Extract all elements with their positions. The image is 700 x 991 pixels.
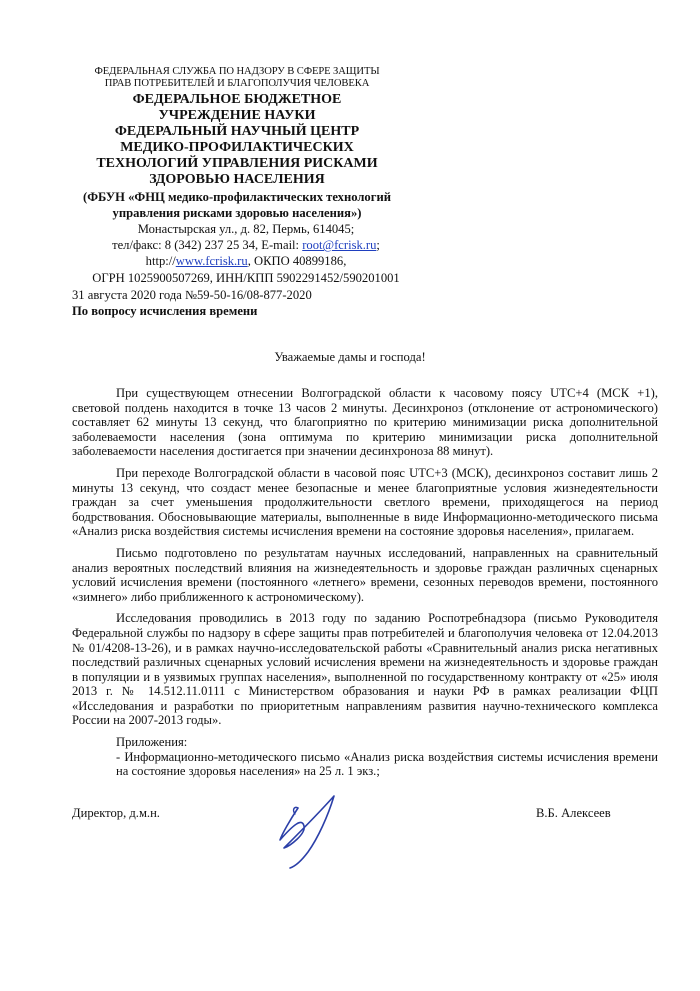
phone-fax: тел/факс: 8 (342) 237 25 34, E-mail:	[112, 238, 300, 253]
org-short-line-1: (ФБУН «ФНЦ медико-профилактических технологий	[83, 190, 391, 204]
letter-meta	[72, 287, 492, 319]
letter-subject: По вопросу исчисления времени	[72, 304, 258, 318]
org-line-3: ФЕДЕРАЛЬНЫЙ НАУЧНЫЙ ЦЕНТР	[114, 124, 360, 139]
org-line-5: ТЕХНОЛОГИЙ УПРАВЛЕНИЯ РИСКАМИ	[96, 156, 378, 171]
handwritten-signature	[268, 790, 356, 870]
agency-name-line-1: ФЕДЕРАЛЬНАЯ СЛУЖБА ПО НАДЗОРУ В СФЕРЕ ЗАЩИТЫ	[94, 66, 380, 77]
okpo: , ОКПО 40899186,	[247, 254, 347, 269]
agency-name-line-2: ПРАВ ПОТРЕБИТЕЛЕЙ И БЛАГОПОЛУЧИЯ ЧЕЛОВЕКА	[104, 78, 370, 89]
attachments-title: Приложения:	[116, 735, 188, 750]
paragraph-1: При существующем отнесении Волгоградской области к часовому поясу UTC+4 (МСК +1), световой полдень находится в точке 13 часов 2 минуты. Десинхроноз (отклонение от астрономического) составляет 62 минуты 13 секунд, что благоприятно по критерию минимизации риска дополнительной заболеваемости населения (зона оптимума по критерию минимизации риска дополнительной заболеваемости населения достигается при значении десинхроноза 88 минут).	[72, 386, 658, 459]
web-prefix: http://	[145, 254, 176, 269]
paragraph-4: Исследования проводились в 2013 году по заданию Роспотребнадзора (письмо Руководителя Федеральной службы по надзору в сфере защиты прав потребителей и благополучия человека от 12.04.2013 № 01/4208-13-26), и в рамках научно-исследовательской работы «Сравнительный анализ риска негативных последствий различных сценарных условий исчисления времени на жизнедеятельность и здоровье граждан в популяции и в уязвимых группах населения», выполненной по государственному контракту от «25» июля 2013 г. № 14.512.11.0111 с Министерством образования и науки РФ в рамках реализации ФЦП «Исследования и разработки по приоритетным направлениям развития научно-технического комплекса России на 2007-2013 годы».	[72, 611, 658, 728]
web-line	[64, 253, 428, 269]
org-line-4: МЕДИКО-ПРОФИЛАКТИЧЕСКИХ	[120, 140, 354, 155]
attachment-item: - Информационно-методического письмо «Анализ риска воздействия системы исчисления времени на состояние здоровья населения» на 25 л. 1 экз.;	[116, 749, 658, 779]
signatory-position: Директор, д.м.н.	[72, 806, 160, 820]
org-short-line-2: управления рисками здоровью населения»)	[112, 206, 362, 220]
org-line-6: ЗДОРОВЬЮ НАСЕЛЕНИЯ	[149, 172, 325, 187]
website-link[interactable]: www.fcrisk.ru	[175, 254, 248, 269]
phone-email-line	[64, 237, 428, 253]
organization-name	[72, 92, 402, 188]
address: Монастырская ул., д. 82, Пермь, 614045;	[137, 222, 355, 236]
date-and-number: 31 августа 2020 года №59-50-16/08-877-2020	[72, 288, 312, 302]
paragraph-2: При переходе Волгоградской области в часовой пояс UTC+3 (МСК), десинхроноз составит лишь 2 минуты 13 секунд, что создаст менее безопасные и менее благоприятные условия жизнедеятельности граждан за счет уменьшения продолжительности светлого времени, приходящегося на период бодрствования. Обосновывающие материалы, выполненные в виде Информационно-методического письма «Анализ риска воздействия системы исчисления времени на состояние здоровья населения», прилагаем.	[72, 465, 658, 539]
org-line-1: ФЕДЕРАЛЬНОЕ БЮДЖЕТНОЕ	[132, 92, 342, 107]
salutation: Уважаемые дамы и господа!	[274, 350, 426, 364]
signatory-name: В.Б. Алексеев	[536, 806, 611, 820]
organization-short-name	[72, 189, 402, 221]
letterhead	[72, 66, 402, 286]
email-link[interactable]: root@fcrisk.ru	[302, 238, 377, 253]
contact-block	[64, 221, 428, 286]
org-line-2: УЧРЕЖДЕНИЕ НАУКИ	[158, 108, 316, 123]
paragraph-3: Письмо подготовлено по результатам научных исследований, направленных на сравнительный анализ вероятных последствий влияния на жизнедеятельность и здоровье граждан различных сценарных условий исчисления времени (постоянного «летнего» времени, сезонных переводов времени, постоянного «зимнего» либо приближенного к астрономическому).	[72, 545, 658, 604]
letter-body	[72, 386, 658, 779]
phone-email-suffix: ;	[376, 238, 380, 253]
ogrn-inn: ОГРН 1025900507269, ИНН/КПП 5902291452/590201001	[92, 270, 400, 285]
